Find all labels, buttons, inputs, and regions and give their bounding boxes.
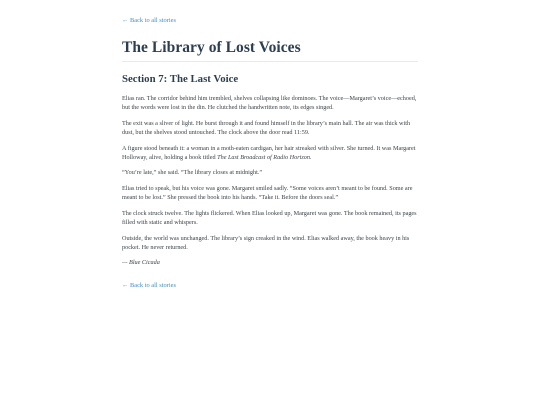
book-title: The Last Broadcast of Radio Horizon xyxy=(217,153,310,161)
paragraph-3-end: . xyxy=(309,153,312,161)
story-paragraph-7: Outside, the world was unchanged. The library’s sign creaked in the wind. Elias walked away, the book heavy in his pocket. He never returned. xyxy=(122,234,410,251)
paragraph-3-text: A figure stood beneath it: a woman in a moth-eaten cardigan, her hair streaked with silver. She turned. It was Margaret Holloway, alive, holding a book titled xyxy=(122,144,416,161)
story-body xyxy=(122,94,418,268)
back-to-stories-link-bottom[interactable]: ← Back to all stories xyxy=(122,281,176,289)
story-paragraph-3 xyxy=(122,144,418,162)
story-title: The Library of Lost Voices xyxy=(122,39,301,56)
author-byline: — Blue Cicada xyxy=(122,259,160,267)
story-paragraph-5: Elias tried to speak, but his voice was gone. Margaret smiled sadly. “Some voices aren’t meant to be found. Some are meant to be lost.” She pressed the book into his hands. “Take it. Before the doors seal.” xyxy=(122,184,413,202)
section-heading: Section 7: The Last Voice xyxy=(122,73,239,85)
story-paragraph-6: The clock struck twelve. The lights flickered. When Elias looked up, Margaret was gone. The book remained, its pages filled with static and whispers. xyxy=(122,209,417,226)
story-paragraph-1: Elias ran. The corridor behind him trembled, shelves collapsing like dominoes. The voice—Margaret’s voice—echoed, but the words were lost in the din. He clutched the handwritten note, its edges singed. xyxy=(122,95,417,112)
back-to-stories-link-top[interactable]: ← Back to all stories xyxy=(122,17,176,24)
title-divider xyxy=(122,61,418,62)
story-column xyxy=(122,9,418,292)
story-paragraph-4: “You’re late,” she said. “The library closes at midnight.” xyxy=(122,169,263,177)
story-paragraph-2: The exit was a sliver of light. He burst through it and found himself in the library’s main hall. The air was thick with dust, but the shelves stood untouched. The clock above the door read 11:59. xyxy=(122,119,411,136)
